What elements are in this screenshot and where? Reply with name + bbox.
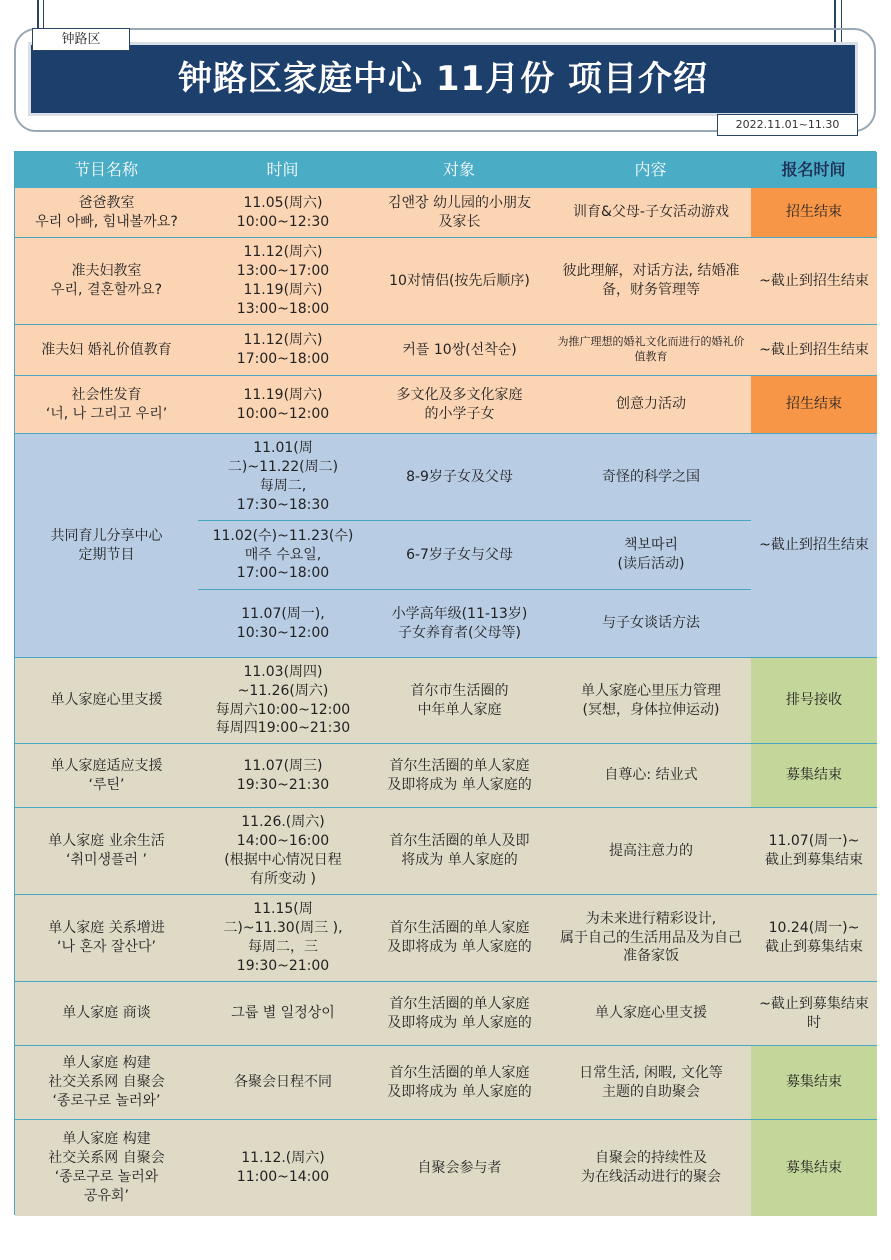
table-cell-target: 首尔生活圈的单人及即 将成为 单人家庭的	[368, 808, 551, 895]
table-cell-target: 小学高年级(11-13岁) 子女养育者(父母等)	[368, 590, 551, 658]
table-cell-time: 11.12(周六) 17:00~18:00	[198, 325, 368, 376]
table-cell-content: 单人家庭心里压力管理 (冥想，身体拉伸运动)	[551, 658, 751, 744]
table-cell-content: 单人家庭心里支援	[551, 982, 751, 1046]
table-cell-name: 单人家庭 构建 社交关系网 自聚会 ‘종로구로 놀러와’	[15, 1046, 198, 1120]
status-badge: 招生结束	[751, 188, 877, 238]
table-cell-target: 8-9岁子女及父母	[368, 434, 551, 521]
table-cell-time: 11.19(周六) 10:00~12:00	[198, 376, 368, 434]
table-cell-time: 11.05(周六) 10:00~12:30	[198, 188, 368, 238]
page-title: 钟路区家庭中心 11月份 项目介绍	[28, 42, 858, 116]
frame-post-left-inner	[43, 0, 44, 30]
table-cell-name: 共同育儿分享中心 定期节目	[15, 434, 198, 658]
table-cell-name: 单人家庭 商谈	[15, 982, 198, 1046]
table-cell-content: 创意力活动	[551, 376, 751, 434]
status-badge: 募集结束	[751, 744, 877, 808]
status-badge: 招生结束	[751, 376, 877, 434]
table-cell-name: 单人家庭心里支援	[15, 658, 198, 744]
table-cell-name: 单人家庭 构建 社交关系网 自聚会 ‘종로구로 놀러와 공유회’	[15, 1120, 198, 1216]
table-cell-content: 为推广理想的婚礼文化而进行的婚礼价值教育	[551, 325, 751, 376]
table-cell-signup: 11.07(周一)~ 截止到募集结束	[751, 808, 877, 895]
column-header-time: 时间	[198, 152, 368, 188]
table-cell-time: 11.12.(周六) 11:00~14:00	[198, 1120, 368, 1216]
table-cell-target: 首尔市生活圈的 中年单人家庭	[368, 658, 551, 744]
district-tag: 钟路区	[32, 28, 130, 51]
table-cell-name: 社会性发育 ‘너, 나 그리고 우리’	[15, 376, 198, 434]
program-table	[14, 151, 876, 1215]
table-cell-content: 为未来进行精彩设计, 属于自己的生活用品及为自己准备家饭	[551, 895, 751, 982]
table-cell-signup: ~截止到募集结束时	[751, 982, 877, 1046]
table-cell-target: 首尔生活圈的单人家庭 及即将成为 单人家庭的	[368, 744, 551, 808]
status-badge: 排号接收	[751, 658, 877, 744]
table-cell-content: 彼此理解，对话方法, 结婚准备，财务管理等	[551, 238, 751, 325]
column-header-target: 对象	[368, 152, 551, 188]
table-cell-name: 单人家庭 业余生活 ‘취미생플러 ’	[15, 808, 198, 895]
column-header-content: 内容	[551, 152, 751, 188]
table-cell-content: 自聚会的持续性及 为在线活动进行的聚会	[551, 1120, 751, 1216]
table-cell-target: 首尔生活圈的单人家庭 及即将成为 单人家庭的	[368, 895, 551, 982]
table-cell-signup: ~截止到招生结束	[751, 238, 877, 325]
table-cell-target: 김앤장 幼儿园的小朋友 及家长	[368, 188, 551, 238]
table-cell-content: 책보따리 (读后活动)	[551, 521, 751, 590]
table-cell-content: 日常生活, 闲暇, 文化等 主题的自助聚会	[551, 1046, 751, 1120]
table-cell-name: 爸爸教室 우리 아빠, 힘내볼까요?	[15, 188, 198, 238]
table-cell-content: 提高注意力的	[551, 808, 751, 895]
table-cell-name: 准夫妇教室 우리, 결혼할까요?	[15, 238, 198, 325]
table-cell-time: 11.02(수)~11.23(수) 매주 수요일, 17:00~18:00	[198, 521, 368, 590]
table-cell-time: 11.07(周一), 10:30~12:00	[198, 590, 368, 658]
frame-post-left	[37, 0, 39, 30]
table-cell-signup: 10.24(周一)~ 截止到募集结束	[751, 895, 877, 982]
table-cell-content: 奇怪的科学之国	[551, 434, 751, 521]
table-cell-signup: ~截止到招生结束	[751, 434, 877, 658]
table-cell-target: 首尔生活圈的单人家庭 及即将成为 单人家庭的	[368, 982, 551, 1046]
table-cell-name: 准夫妇 婚礼价值教育	[15, 325, 198, 376]
table-cell-target: 10对情侣(按先后顺序)	[368, 238, 551, 325]
table-cell-time: 11.12(周六) 13:00~17:00 11.19(周六) 13:00~18:00	[198, 238, 368, 325]
table-cell-content: 训育&父母-子女活动游戏	[551, 188, 751, 238]
table-cell-target: 自聚会参与者	[368, 1120, 551, 1216]
table-cell-time: 그룹 별 일정상이	[198, 982, 368, 1046]
table-cell-name: 单人家庭适应支援 ‘루틴’	[15, 744, 198, 808]
table-cell-time: 11.01(周 二)~11.22(周二) 每周二, 17:30~18:30	[198, 434, 368, 521]
table-cell-time: 11.26.(周六) 14:00~16:00 (根据中心情况日程 有所变动 )	[198, 808, 368, 895]
table-cell-time: 各聚会日程不同	[198, 1046, 368, 1120]
status-badge: 募集结束	[751, 1120, 877, 1216]
date-range-tag: 2022.11.01~11.30	[717, 114, 858, 136]
table-cell-signup: ~截止到招生结束	[751, 325, 877, 376]
column-header-name: 节目名称	[15, 152, 198, 188]
status-badge: 募集结束	[751, 1046, 877, 1120]
table-cell-target: 多文化及多文化家庭 的小学子女	[368, 376, 551, 434]
table-cell-content: 与子女谈话方法	[551, 590, 751, 658]
column-header-signup: 报名时间	[751, 152, 877, 188]
table-cell-name: 单人家庭 关系增进 ‘나 혼자 잘산다’	[15, 895, 198, 982]
table-cell-target: 6-7岁子女与父母	[368, 521, 551, 590]
table-cell-time: 11.15(周 二)~11.30(周三 ), 每周二，三 19:30~21:00	[198, 895, 368, 982]
table-cell-target: 首尔生活圈的单人家庭 及即将成为 单人家庭的	[368, 1046, 551, 1120]
table-cell-time: 11.07(周三) 19:30~21:30	[198, 744, 368, 808]
table-cell-content: 自尊心: 结业式	[551, 744, 751, 808]
table-cell-target: 커플 10쌍(선착순)	[368, 325, 551, 376]
table-cell-time: 11.03(周四) ~11.26(周六) 每周六10:00~12:00 每周四19:00~21:30	[198, 658, 368, 744]
